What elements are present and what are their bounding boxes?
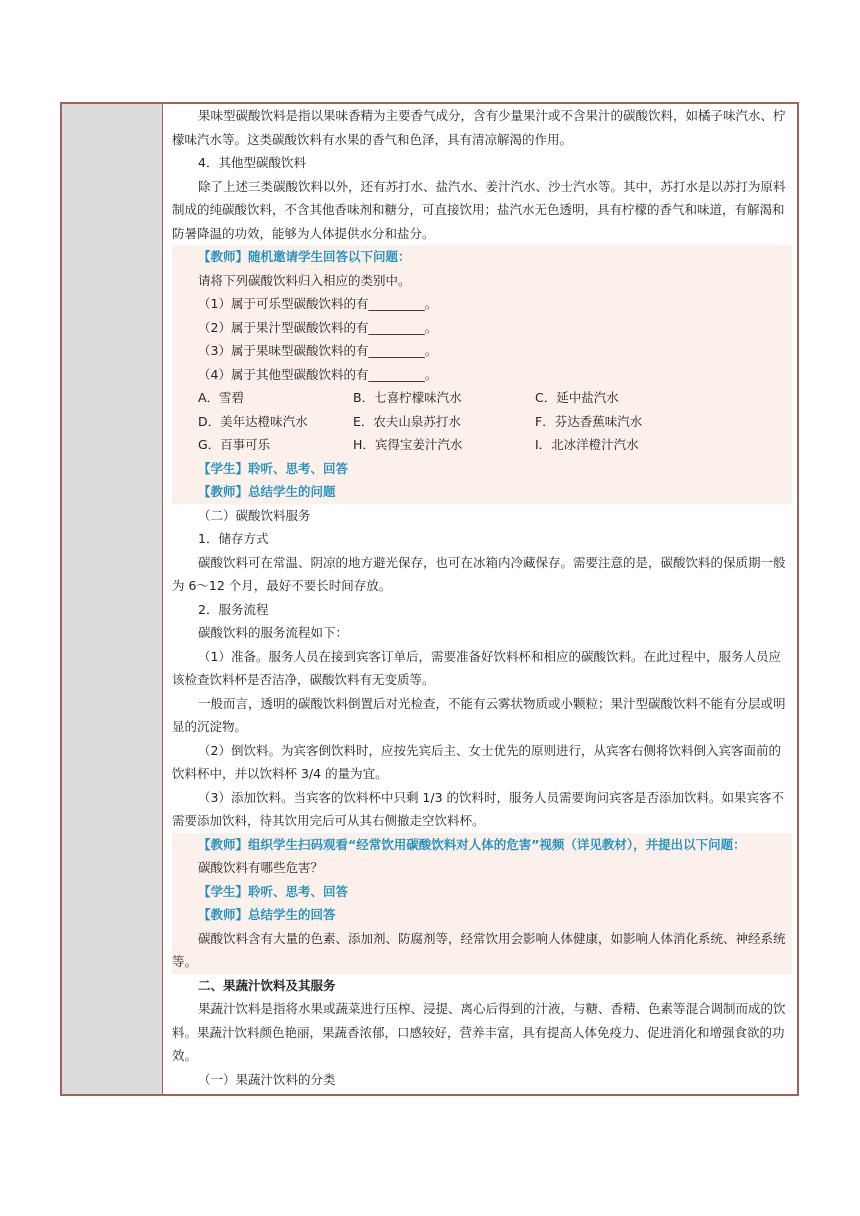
paragraph: 果味型碳酸饮料是指以果味香精为主要香气成分，含有少量果汁或不含果汁的碳酸饮料，如橘子味汽水、柠檬味汽水等。这类碳酸饮料有水果的香气和色泽，具有清凉解渴的作用。 bbox=[172, 108, 786, 147]
question-item: （2）属于果汁型碳酸饮料的有_________。 bbox=[198, 319, 438, 335]
option: G．百事可乐 bbox=[198, 437, 271, 452]
options-row bbox=[172, 433, 792, 457]
paragraph: 果蔬汁饮料是指将水果或蔬菜进行压榨、浸提、离心后得到的汁液，与糖、香精、色素等混合调制而成的饮料。果蔬汁饮料颜色艳丽，果蔬香浓郁，口感较好，营养丰富，具有提高人体免疫力、促进消化和增强食欲的功效。 bbox=[172, 1001, 786, 1063]
question-item: （1）属于可乐型碳酸饮料的有_________。 bbox=[198, 296, 438, 311]
paragraph: 碳酸饮料可在常温、阴凉的地方避光保存，也可在冰箱内冷藏保存。需要注意的是，碳酸饮料的保质期一般为 6～12 个月，最好不要长时间存放。 bbox=[172, 554, 786, 593]
option: E．农夫山泉苏打水 bbox=[353, 413, 461, 429]
student-prompt: 【学生】聆听、思考、回答 bbox=[198, 883, 349, 899]
teacher-activity-box bbox=[172, 833, 792, 974]
option: H．宾得宝姜汁汽水 bbox=[353, 437, 463, 452]
option: A．雪碧 bbox=[198, 390, 245, 405]
lesson-content bbox=[172, 104, 792, 1091]
lesson-table bbox=[60, 102, 799, 1096]
options-row bbox=[172, 410, 792, 434]
teacher-prompt: 【教师】随机邀请学生回答以下问题： bbox=[198, 249, 411, 264]
paragraph: 除了上述三类碳酸饮料以外，还有苏打水、盐汽水、姜汁汽水、沙士汽水等。其中，苏打水是以苏打为原料制成的纯碳酸饮料，不含其他香味剂和糖分，可直接饮用；盐汽水无色透明，具有柠檬的香气和味道，有解渴和防暑降温的功效，能够为人体提供水分和盐分。 bbox=[172, 178, 786, 241]
options-row bbox=[172, 386, 792, 410]
subheading: （一）果蔬汁饮料的分类 bbox=[198, 1071, 336, 1087]
question-item: （4）属于其他型碳酸饮料的有_________。 bbox=[198, 366, 438, 382]
paragraph: （3）添加饮料。当宾客的饮料杯中只剩 1/3 的饮料时，服务人员需要询问宾客是否添加饮料。如果宾客不需要添加饮料，待其饮用完后可从其右侧撤走空饮料杯。 bbox=[172, 789, 785, 828]
left-column-cell bbox=[62, 104, 163, 1094]
teacher-summary: 【教师】总结学生的问题 bbox=[198, 484, 336, 499]
paragraph: （1）准备。服务人员在接到宾客订单后，需要准备好饮料杯和相应的碳酸饮料。在此过程中，服务人员应该检查饮料杯是否洁净，碳酸饮料有无变质等。 bbox=[172, 648, 781, 687]
student-prompt: 【学生】聆听、思考、回答 bbox=[198, 460, 349, 476]
answer-paragraph: 碳酸饮料含有大量的色素、添加剂、防腐剂等，经常饮用会影响人体健康，如影响人体消化系统、神经系统等。 bbox=[172, 930, 786, 969]
paragraph: 碳酸饮料的服务流程如下： bbox=[198, 625, 349, 640]
option: D．美年达橙味汽水 bbox=[198, 413, 308, 429]
option: B．七喜柠檬味汽水 bbox=[353, 390, 462, 405]
section-heading: （二）碳酸饮料服务 bbox=[198, 507, 311, 523]
option: F．芬达香蕉味汽水 bbox=[535, 413, 643, 429]
teacher-prompt: 【教师】组织学生扫码观看“经常饮用碳酸饮料对人体的危害”视频（详见教材），并提出以下问题： bbox=[198, 836, 746, 852]
teacher-activity-box bbox=[172, 245, 792, 504]
subheading: 4．其他型碳酸饮料 bbox=[198, 155, 306, 170]
option: C．延中盐汽水 bbox=[535, 390, 619, 405]
section-heading: 二、果蔬汁饮料及其服务 bbox=[198, 977, 336, 993]
option: I．北冰洋橙汁汽水 bbox=[535, 437, 639, 452]
paragraph: 一般而言，透明的碳酸饮料倒置后对光检查，不能有云雾状物质或小颗粒；果汁型碳酸饮料不能有分层或明显的沉淀物。 bbox=[172, 695, 786, 734]
teacher-summary: 【教师】总结学生的回答 bbox=[198, 907, 336, 922]
subheading: 1．储存方式 bbox=[198, 531, 269, 546]
subheading: 2．服务流程 bbox=[198, 601, 269, 617]
paragraph: （2）倒饮料。为宾客倒饮料时，应按先宾后主、女士优先的原则进行，从宾客右侧将饮料倒入宾客面前的饮料杯中，并以饮料杯 3/4 的量为宜。 bbox=[172, 742, 781, 781]
question-prompt: 请将下列碳酸饮料归入相应的类别中。 bbox=[198, 272, 411, 288]
question-item: （3）属于果味型碳酸饮料的有_________。 bbox=[198, 343, 438, 358]
question-prompt: 碳酸饮料有哪些危害？ bbox=[198, 860, 324, 875]
